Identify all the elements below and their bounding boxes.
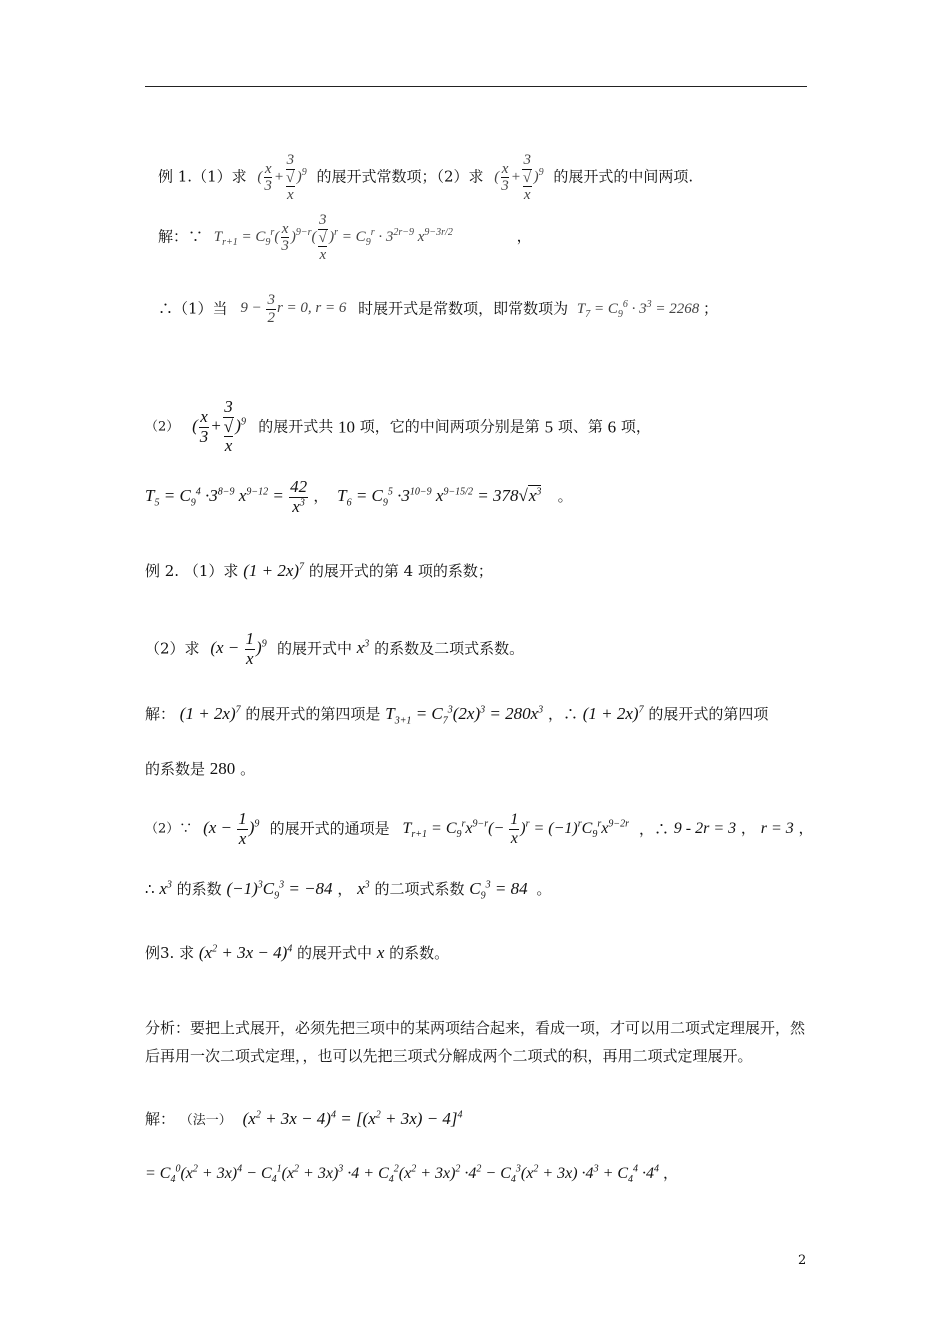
ex2-q2-text-b: 的系数及二项式系数。 — [374, 639, 525, 658]
formula-general-term: $T_{r+1} = C_9^r$( $\frac{x}{3}$ )$^{9-r}$( 3 √ x )$^r = C_9^r \cdot 3^{2r-9}$ $x^{9-3r/2}$ — [213, 212, 453, 263]
formula-t7-2268: $T_7 = C_9^6 \cdot 3^3 = 2268$ — [576, 298, 704, 320]
example-1-question — [158, 152, 693, 204]
ex3-expansion-line — [145, 1163, 679, 1186]
ex1-solution-label: 解：∵ — [158, 227, 204, 246]
ex1-part2-n10: 10 — [337, 417, 355, 437]
example-2-question-1 — [145, 562, 493, 579]
ex2-solution-text-d: 的系数是 — [145, 760, 206, 778]
ex3-analysis: 分析：要把上式展开，必须先把三项中的某两项结合起来，看成一项，才可以用二项式定理展开，然后再用一次二项式定理，，也可以先把三项式分解成两个二项式的积，再用二项式定理展开。 — [145, 1019, 806, 1065]
formula-x-cubed: $x^3$ — [356, 638, 370, 658]
formula-binom-coef-84: $C_9^3 = 84$ — [469, 879, 528, 902]
ex2-q2-label: （2）求 — [145, 639, 200, 658]
header-rule — [145, 86, 807, 87]
formula-x-minus-1-over-x-9-b: (x − $\frac{1}{x}$ )$^9$ — [203, 809, 260, 848]
ex2-solution-n280: 280 — [209, 759, 236, 778]
ex2-therefore: ∴ — [145, 880, 155, 898]
ex3-end-comma: ， — [663, 1164, 679, 1182]
ex1-part1-text: 时展开式是常数项，即常数项为 — [358, 299, 569, 318]
example-2-question-2 — [145, 630, 524, 668]
ex1-t5-comma: ， — [313, 487, 329, 506]
ex2-part2-label: （2）∵ — [145, 821, 193, 837]
ex2-part2-line — [145, 810, 814, 848]
formula-x-cubed-b: $x^3$ — [159, 879, 172, 898]
ex3-method-1: （法一） — [179, 1113, 232, 1128]
ex1-t5-t6-line — [145, 478, 573, 516]
formula-r-equals-6: 9 − $\frac{3}{2}$ r = 0, r = 6 — [240, 292, 351, 326]
ex2-binomial-coef-text: 的二项式系数 — [374, 880, 465, 898]
ex3-title-label: 例3. 求 — [145, 944, 195, 962]
ex2-q2-text-a: 的展开式中 — [276, 639, 352, 658]
ex1-part2-text-b: 项，它的中间两项分别是第 — [359, 417, 540, 436]
ex2-solution-text-a: 的展开式的第四项是 — [245, 705, 381, 723]
ex3-solution-label: 解： — [145, 1110, 176, 1128]
ex1-t5-t6-end: 。 — [557, 487, 573, 506]
formula-1-plus-2x-7: $(1 + 2x)^7$ — [243, 561, 305, 580]
ex1-solution-line — [158, 212, 532, 264]
formula-binomial-x3-sqrtx-9-b: ( $\frac{x}{3}$ + 3 √ x )$^9$ — [494, 152, 544, 203]
ex1-part1-line — [158, 292, 718, 326]
formula-ex3-expansion: = $C_4^0(x^2 + 3x)^4 - C_4^1(x^2 + 3x)^3 \cdot 4 + C_4^2(x^2 + 3x)^2 \cdot 4^2 - C_4^3(x^2 + 3x) \cdot 4^3 + C_4^4 \cdot 4^4$ — [145, 1163, 660, 1186]
ex2-solution-text-b: ，∴ — [547, 705, 578, 723]
formula-x: x — [376, 943, 385, 962]
ex3-solution-line — [145, 1110, 463, 1127]
formula-t6: $T_6 = C_9^5 \cdot 3^{10-9}$ $x^{9-15/2} = 378√x^3$ — [337, 486, 542, 509]
ex2-title-text: 的展开式的第 4 项的系数； — [308, 562, 493, 580]
formula-binomial-x3-sqrtx-9: ( $\frac{x}{3}$ + 3 √ x )$^9$ — [257, 152, 307, 203]
example-3-question — [145, 944, 449, 961]
ex2-solution-label: 解： — [145, 705, 176, 723]
ex1-part2-text-d: 项， — [620, 417, 651, 436]
ex2-part2-text-a: 的展开式的通项是 — [269, 819, 390, 838]
ex1-part2-line — [145, 398, 651, 456]
ex2-title-label: 例 2. （1）求 — [145, 562, 239, 580]
formula-t4-280x3: $T_{3+1} = C_7^3(2x)^3 = 280x^3$ — [385, 704, 544, 727]
ex1-part2-n6: 6 — [607, 417, 617, 437]
ex1-part2-label: （2） — [145, 419, 180, 435]
ex1-middle-terms-text: 的展开式的中间两项. — [553, 167, 694, 186]
ex2-part2-eq1: 9 - 2r = 3 — [673, 820, 737, 838]
ex1-label: 例 1.（1）求 — [158, 167, 247, 186]
ex1-part1-label: ∴（1）当 — [158, 299, 228, 318]
ex1-constant-term-text: 的展开式常数项；（2）求 — [316, 167, 484, 186]
formula-t5: $T_5 = C_9^4 \cdot 3^{8-9}$ $x^{9-12}$ = $\frac{42}{x^3}$ — [145, 477, 308, 516]
ex2-solution-text-e: 。 — [240, 760, 256, 778]
ex3-title-text-a: 的展开式中 — [297, 944, 373, 962]
ex2-coef-comma: ， — [337, 880, 353, 898]
ex2-part2-comma-1: ， — [740, 819, 756, 838]
ex2-coef-text: 的系数 — [176, 880, 222, 898]
formula-ex3-regroup: $(x^2 + 3x - 4)^4 = [(x^2 + 3x) - 4]^4$ — [242, 1109, 463, 1128]
ex2-part2-eq2: r = 3 — [760, 820, 794, 838]
ex1-part2-text-c: 项、第 — [557, 417, 603, 436]
ex2-solution-line-2 — [145, 760, 255, 777]
ex2-part2-text-b: ，∴ — [638, 819, 669, 838]
ex2-solution-text-c: 的展开式的第四项 — [648, 705, 769, 723]
formula-binomial-part2: ( $\frac{x}{3}$ + 3 √ x )$^9$ — [192, 397, 246, 456]
formula-coef-minus-84: $(-1)^3C_9^3 = -84$ — [226, 879, 333, 902]
ex1-comma: ， — [516, 227, 532, 246]
formula-ex2-general-term: $T_{r+1} = C_9^rx^{9-r}(-$ $\frac{1}{x}$ )$^r = (-1)^rC_9^rx^{9-2r}$ — [402, 811, 629, 847]
ex2-part2-result — [145, 879, 552, 902]
formula-x-cubed-c: $x^3$ — [357, 879, 370, 898]
ex1-part2-n5: 5 — [544, 417, 554, 437]
ex1-part2-text-a: 的展开式共 — [258, 417, 334, 436]
formula-trinomial-4: $(x^2 + 3x - 4)^4$ — [198, 943, 293, 962]
formula-1-plus-2x-7-c: $(1 + 2x)^7$ — [582, 704, 644, 723]
formula-x-minus-1-over-x-9: (x − $\frac{1}{x}$ )$^9$ — [210, 629, 267, 668]
ex2-end: 。 — [536, 880, 552, 898]
ex1-part1-end: ； — [703, 299, 719, 318]
ex3-title-text-b: 的系数。 — [389, 944, 450, 962]
formula-1-plus-2x-7-b: $(1 + 2x)^7$ — [179, 704, 241, 723]
ex2-part2-comma-2: ， — [798, 819, 814, 838]
page-number: 2 — [798, 1253, 807, 1268]
ex2-solution-line-1 — [145, 704, 769, 727]
